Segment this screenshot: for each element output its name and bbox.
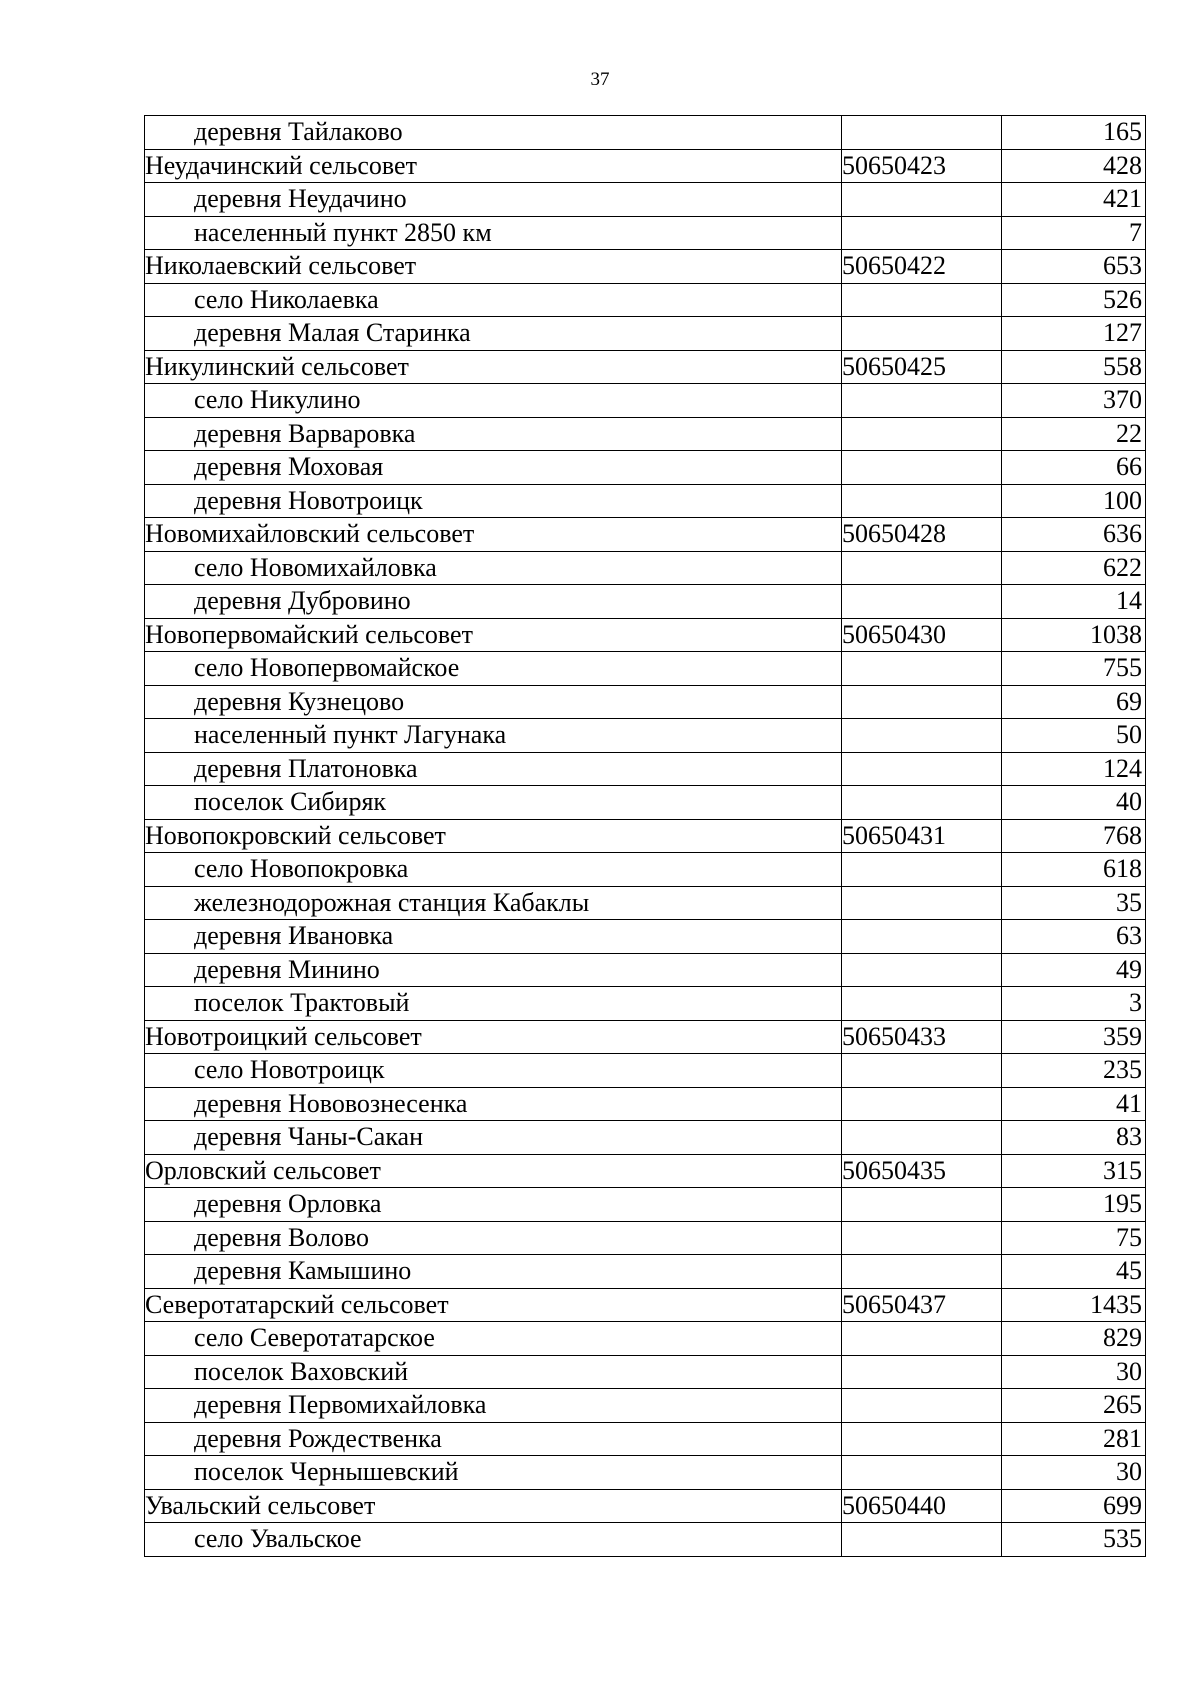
name-cell: деревня Ивановка <box>145 920 842 954</box>
name-cell: Новопервомайский сельсовет <box>145 618 842 652</box>
population-cell: 653 <box>1002 250 1146 284</box>
name-cell: Никулинский сельсовет <box>145 350 842 384</box>
name-cell: деревня Волово <box>145 1221 842 1255</box>
oktmo-code-cell <box>842 685 1002 719</box>
oktmo-code-cell: 50650437 <box>842 1288 1002 1322</box>
population-cell: 526 <box>1002 283 1146 317</box>
settlement-row <box>145 283 1146 317</box>
oktmo-code-cell <box>842 786 1002 820</box>
name-cell: деревня Минино <box>145 953 842 987</box>
council-row <box>145 1489 1146 1523</box>
oktmo-code-cell <box>842 1422 1002 1456</box>
oktmo-code-cell <box>842 1221 1002 1255</box>
oktmo-code-cell: 50650431 <box>842 819 1002 853</box>
settlement-row <box>145 719 1146 753</box>
population-cell: 315 <box>1002 1154 1146 1188</box>
population-cell: 124 <box>1002 752 1146 786</box>
oktmo-code-cell <box>842 886 1002 920</box>
oktmo-code-cell <box>842 384 1002 418</box>
settlement-row <box>145 1422 1146 1456</box>
population-cell: 535 <box>1002 1523 1146 1557</box>
oktmo-code-cell <box>842 1087 1002 1121</box>
oktmo-code-cell: 50650433 <box>842 1020 1002 1054</box>
settlement-row <box>145 987 1146 1021</box>
population-cell: 558 <box>1002 350 1146 384</box>
population-cell: 30 <box>1002 1355 1146 1389</box>
population-cell: 768 <box>1002 819 1146 853</box>
oktmo-code-cell <box>842 116 1002 150</box>
population-cell: 421 <box>1002 183 1146 217</box>
name-cell: деревня Нововознесенка <box>145 1087 842 1121</box>
population-cell: 636 <box>1002 518 1146 552</box>
population-cell: 35 <box>1002 886 1146 920</box>
settlement-row <box>145 1456 1146 1490</box>
oktmo-code-cell: 50650435 <box>842 1154 1002 1188</box>
name-cell: Новотроицкий сельсовет <box>145 1020 842 1054</box>
population-cell: 49 <box>1002 953 1146 987</box>
oktmo-code-cell <box>842 1121 1002 1155</box>
name-cell: Новомихайловский сельсовет <box>145 518 842 552</box>
name-cell: населенный пункт 2850 км <box>145 216 842 250</box>
population-cell: 41 <box>1002 1087 1146 1121</box>
settlement-row <box>145 1322 1146 1356</box>
name-cell: поселок Ваховский <box>145 1355 842 1389</box>
name-cell: село Увальское <box>145 1523 842 1557</box>
name-cell: деревня Орловка <box>145 1188 842 1222</box>
council-row <box>145 250 1146 284</box>
oktmo-code-cell <box>842 1188 1002 1222</box>
settlement-row <box>145 317 1146 351</box>
settlement-row <box>145 1054 1146 1088</box>
population-cell: 30 <box>1002 1456 1146 1490</box>
name-cell: поселок Трактовый <box>145 987 842 1021</box>
settlement-row <box>145 116 1146 150</box>
name-cell: деревня Варваровка <box>145 417 842 451</box>
population-cell: 622 <box>1002 551 1146 585</box>
name-cell: Северотатарский сельсовет <box>145 1288 842 1322</box>
settlement-row <box>145 1523 1146 1557</box>
settlement-row <box>145 216 1146 250</box>
oktmo-code-cell: 50650440 <box>842 1489 1002 1523</box>
council-row <box>145 1154 1146 1188</box>
settlement-row <box>145 551 1146 585</box>
name-cell: Орловский сельсовет <box>145 1154 842 1188</box>
settlement-row <box>145 1121 1146 1155</box>
population-cell: 1038 <box>1002 618 1146 652</box>
council-row <box>145 149 1146 183</box>
council-row <box>145 518 1146 552</box>
settlement-row <box>145 752 1146 786</box>
settlement-row <box>145 920 1146 954</box>
name-cell: деревня Тайлаково <box>145 116 842 150</box>
population-cell: 829 <box>1002 1322 1146 1356</box>
council-row <box>145 819 1146 853</box>
settlement-row <box>145 1087 1146 1121</box>
population-cell: 22 <box>1002 417 1146 451</box>
population-cell: 3 <box>1002 987 1146 1021</box>
population-cell: 40 <box>1002 786 1146 820</box>
oktmo-code-cell <box>842 953 1002 987</box>
name-cell: село Северотатарское <box>145 1322 842 1356</box>
council-row <box>145 1288 1146 1322</box>
oktmo-code-cell <box>842 451 1002 485</box>
name-cell: село Новотроицк <box>145 1054 842 1088</box>
population-cell: 265 <box>1002 1389 1146 1423</box>
name-cell: Увальский сельсовет <box>145 1489 842 1523</box>
population-cell: 618 <box>1002 853 1146 887</box>
oktmo-code-cell <box>842 1456 1002 1490</box>
oktmo-code-cell <box>842 1389 1002 1423</box>
settlement-row <box>145 1355 1146 1389</box>
population-cell: 195 <box>1002 1188 1146 1222</box>
name-cell: деревня Кузнецово <box>145 685 842 719</box>
settlement-row <box>145 1188 1146 1222</box>
oktmo-code-cell <box>842 987 1002 1021</box>
settlement-row <box>145 886 1146 920</box>
name-cell: Новопокровский сельсовет <box>145 819 842 853</box>
oktmo-code-cell: 50650428 <box>842 518 1002 552</box>
population-cell: 165 <box>1002 116 1146 150</box>
population-cell: 428 <box>1002 149 1146 183</box>
population-cell: 7 <box>1002 216 1146 250</box>
oktmo-code-cell <box>842 1255 1002 1289</box>
population-cell: 100 <box>1002 484 1146 518</box>
population-cell: 66 <box>1002 451 1146 485</box>
settlements-table <box>144 115 1146 1557</box>
settlement-row <box>145 1255 1146 1289</box>
name-cell: деревня Рождественка <box>145 1422 842 1456</box>
name-cell: железнодорожная станция Кабаклы <box>145 886 842 920</box>
population-cell: 235 <box>1002 1054 1146 1088</box>
settlement-row <box>145 685 1146 719</box>
settlement-row <box>145 786 1146 820</box>
name-cell: село Никулино <box>145 384 842 418</box>
name-cell: деревня Новотроицк <box>145 484 842 518</box>
name-cell: село Новопокровка <box>145 853 842 887</box>
oktmo-code-cell <box>842 652 1002 686</box>
population-cell: 14 <box>1002 585 1146 619</box>
name-cell: Николаевский сельсовет <box>145 250 842 284</box>
oktmo-code-cell <box>842 752 1002 786</box>
table-body <box>145 116 1146 1557</box>
name-cell: село Новопервомайское <box>145 652 842 686</box>
population-cell: 83 <box>1002 1121 1146 1155</box>
name-cell: деревня Малая Старинка <box>145 317 842 351</box>
oktmo-code-cell <box>842 719 1002 753</box>
council-row <box>145 350 1146 384</box>
name-cell: поселок Чернышевский <box>145 1456 842 1490</box>
oktmo-code-cell <box>842 484 1002 518</box>
settlement-row <box>145 451 1146 485</box>
settlement-row <box>145 1389 1146 1423</box>
settlement-row <box>145 853 1146 887</box>
population-cell: 63 <box>1002 920 1146 954</box>
name-cell: село Новомихайловка <box>145 551 842 585</box>
oktmo-code-cell: 50650422 <box>842 250 1002 284</box>
population-cell: 755 <box>1002 652 1146 686</box>
settlement-row <box>145 384 1146 418</box>
name-cell: деревня Чаны-Сакан <box>145 1121 842 1155</box>
population-cell: 45 <box>1002 1255 1146 1289</box>
name-cell: деревня Камышино <box>145 1255 842 1289</box>
oktmo-code-cell: 50650425 <box>842 350 1002 384</box>
oktmo-code-cell <box>842 551 1002 585</box>
name-cell: деревня Платоновка <box>145 752 842 786</box>
population-cell: 69 <box>1002 685 1146 719</box>
settlement-row <box>145 1221 1146 1255</box>
council-row <box>145 618 1146 652</box>
oktmo-code-cell <box>842 920 1002 954</box>
name-cell: населенный пункт Лагунака <box>145 719 842 753</box>
oktmo-code-cell <box>842 417 1002 451</box>
oktmo-code-cell <box>842 317 1002 351</box>
population-cell: 370 <box>1002 384 1146 418</box>
settlement-row <box>145 484 1146 518</box>
oktmo-code-cell <box>842 1523 1002 1557</box>
population-cell: 50 <box>1002 719 1146 753</box>
settlement-row <box>145 652 1146 686</box>
population-cell: 359 <box>1002 1020 1146 1054</box>
name-cell: поселок Сибиряк <box>145 786 842 820</box>
oktmo-code-cell <box>842 853 1002 887</box>
oktmo-code-cell: 50650423 <box>842 149 1002 183</box>
page-number: 37 <box>590 69 610 90</box>
name-cell: деревня Первомихайловка <box>145 1389 842 1423</box>
population-cell: 281 <box>1002 1422 1146 1456</box>
population-cell: 699 <box>1002 1489 1146 1523</box>
name-cell: Неудачинский сельсовет <box>145 149 842 183</box>
settlement-row <box>145 585 1146 619</box>
oktmo-code-cell <box>842 1054 1002 1088</box>
settlement-row <box>145 183 1146 217</box>
name-cell: село Николаевка <box>145 283 842 317</box>
oktmo-code-cell <box>842 1322 1002 1356</box>
population-cell: 75 <box>1002 1221 1146 1255</box>
oktmo-code-cell: 50650430 <box>842 618 1002 652</box>
population-cell: 127 <box>1002 317 1146 351</box>
name-cell: деревня Дубровино <box>145 585 842 619</box>
population-cell: 1435 <box>1002 1288 1146 1322</box>
settlement-row <box>145 417 1146 451</box>
oktmo-code-cell <box>842 183 1002 217</box>
name-cell: деревня Неудачино <box>145 183 842 217</box>
name-cell: деревня Моховая <box>145 451 842 485</box>
oktmo-code-cell <box>842 216 1002 250</box>
council-row <box>145 1020 1146 1054</box>
oktmo-code-cell <box>842 1355 1002 1389</box>
oktmo-code-cell <box>842 585 1002 619</box>
settlement-row <box>145 953 1146 987</box>
oktmo-code-cell <box>842 283 1002 317</box>
